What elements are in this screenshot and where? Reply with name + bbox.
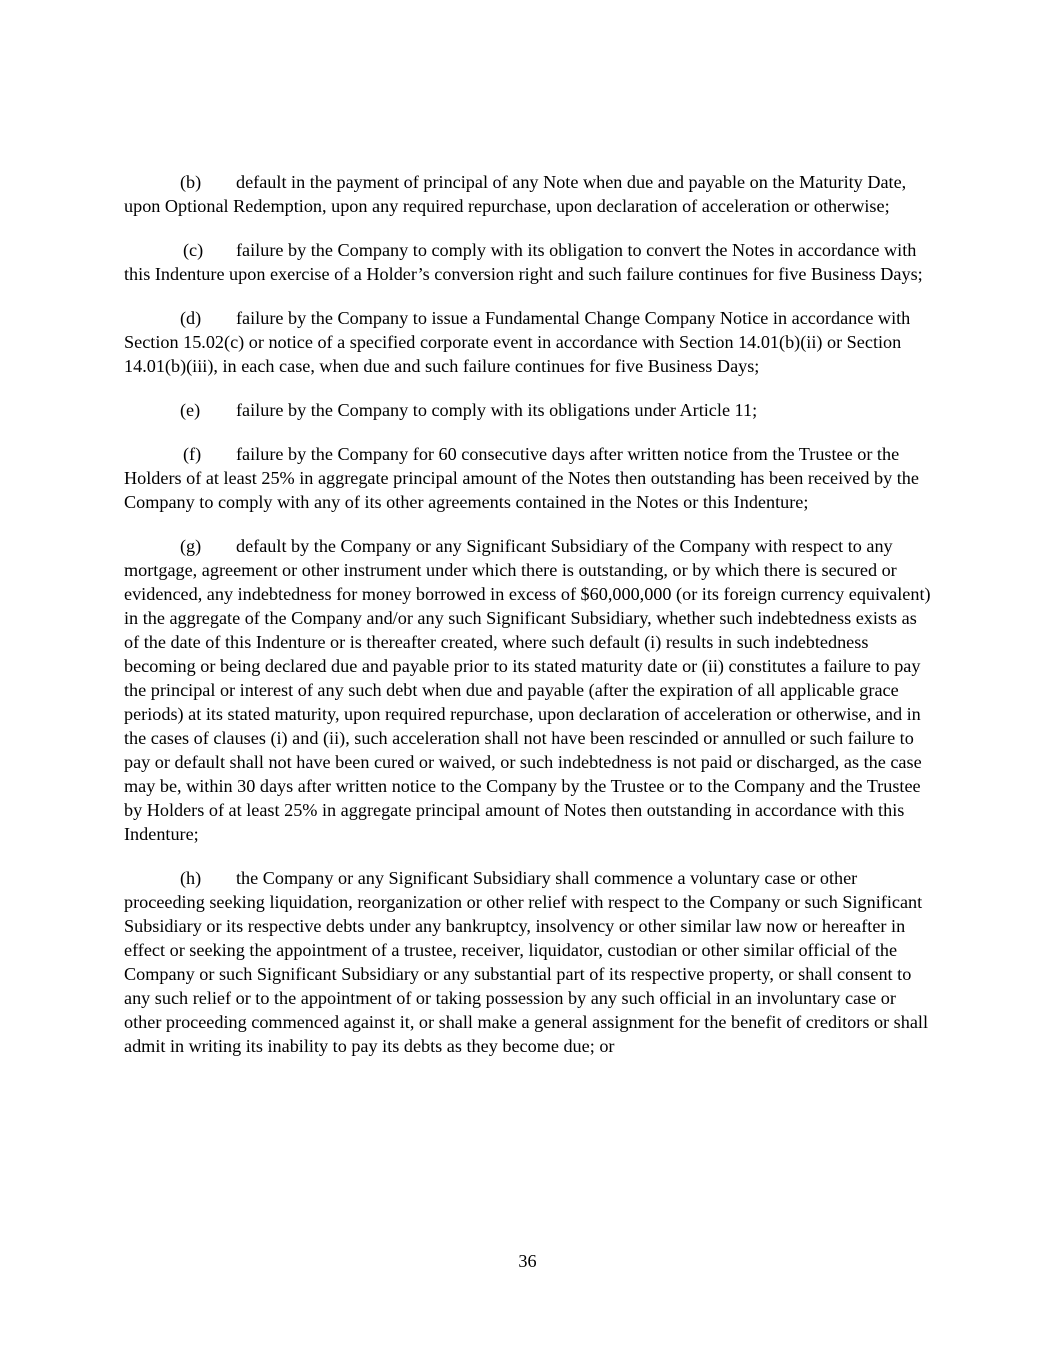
- clause-marker: (e): [180, 400, 201, 420]
- clause-marker: (f): [183, 444, 202, 464]
- clause-text: failure by the Company to issue a Fundamental Change Company Notice in accordance with Section 15.02(c) or notice of a specified corporate event in accordance with Section 14.01(b)(ii) or Section 14.01(b)(iii), in each case, when due and such failure continues for five Business Days;: [124, 308, 911, 376]
- clause-c: [124, 238, 934, 286]
- clause-g: [124, 534, 934, 846]
- clause-text: failure by the Company to comply with its obligation to convert the Notes in accordance with this Indenture upon exercise of a Holder’s conversion right and such failure continues for five Business Days;: [124, 240, 923, 284]
- clause-f: [124, 442, 934, 514]
- clause-text: failure by the Company for 60 consecutive days after written notice from the Trustee or the Holders of at least 25% in aggregate principal amount of the Notes then outstanding has been received by the Company to comply with any of its other agreements contained in the Notes or this Indenture;: [124, 444, 919, 512]
- clause-marker: (d): [180, 308, 202, 328]
- clause-marker: (b): [180, 172, 202, 192]
- clause-marker: (g): [180, 536, 202, 556]
- clause-d: [124, 306, 934, 378]
- clause-h: [124, 866, 934, 1058]
- clause-text: failure by the Company to comply with its obligations under Article 11;: [236, 400, 758, 420]
- page-number: 36: [518, 1251, 537, 1271]
- clause-marker: (h): [180, 868, 202, 888]
- clause-marker: (c): [183, 240, 204, 260]
- document-body: [124, 170, 934, 1078]
- clause-text: default by the Company or any Significant Subsidiary of the Company with respect to any mortgage, agreement or other instrument under which there is outstanding, or by which there is secured or evidenced, any indebtedness for money borrowed in excess of $60,000,000 (or its foreign currency equivalent) in the aggregate of the Company and/or any such Significant Subsidiary, whether such indebtedness exists as of the date of this Indenture or is thereafter created, where such default (i) results in such indebtedness becoming or being declared due and payable prior to its stated maturity date or (ii) constitutes a failure to pay the principal or interest of any such debt when due and payable (after the expiration of all applicable grace periods) at its stated maturity, upon required repurchase, upon declaration of acceleration or otherwise, and in the cases of clauses (i) and (ii), such acceleration shall not have been rescinded or annulled or such failure to pay or default shall not have been cured or waived, or such indebtedness is not paid or discharged, as the case may be, within 30 days after written notice to the Company by the Trustee or to the Company and the Trustee by Holders of at least 25% in aggregate principal amount of Notes then outstanding in accordance with this Indenture;: [124, 536, 931, 844]
- clause-text: default in the payment of principal of any Note when due and payable on the Maturity Date, upon Optional Redemption, upon any required repurchase, upon declaration of acceleration or otherwise;: [124, 172, 907, 216]
- clause-text: the Company or any Significant Subsidiary shall commence a voluntary case or other proceeding seeking liquidation, reorganization or other relief with respect to the Company or such Significant Subsidiary or its respective debts under any bankruptcy, insolvency or other similar law now or hereafter in effect or seeking the appointment of a trustee, receiver, liquidator, custodian or other similar official of the Company or such Significant Subsidiary or any substantial part of its respective property, or shall consent to any such relief or to the appointment of or taking possession by any such official in an involuntary case or other proceeding commenced against it, or shall make a general assignment for the benefit of creditors or shall admit in writing its inability to pay its debts as they become due; or: [124, 868, 929, 1056]
- clause-e: [124, 398, 934, 422]
- clause-b: [124, 170, 934, 218]
